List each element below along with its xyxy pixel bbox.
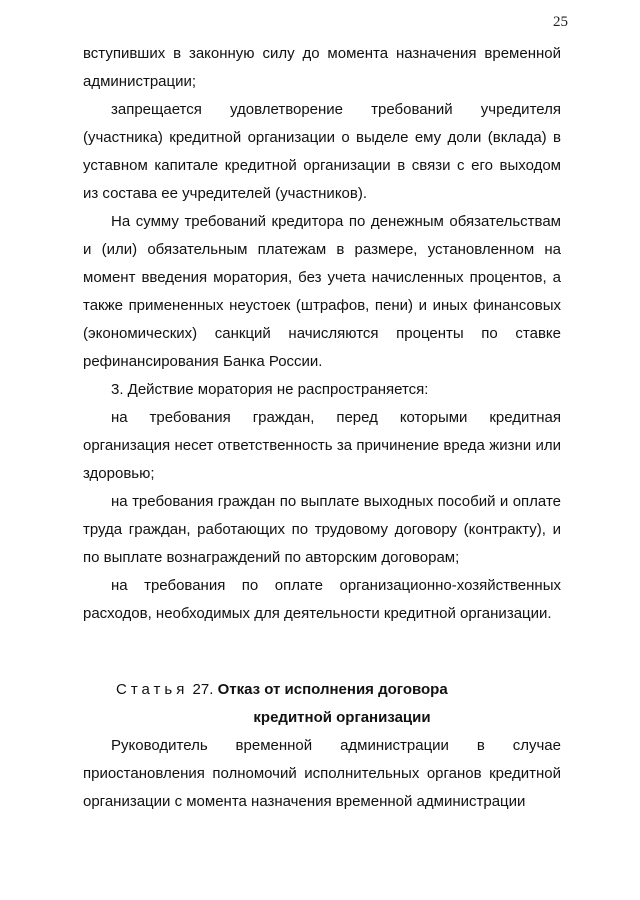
document-body xyxy=(83,40,561,816)
paragraph-7: на требования по оплате организационно-хозяйственных расходов, необходимых для деятельности кредитной организации. xyxy=(83,577,561,622)
paragraph-5: на требования граждан, перед которыми кредитная организация несет ответственность за причинение вреда жизни или здоровью; xyxy=(83,409,561,482)
paragraph-3: На сумму требований кредитора по денежным обязательствам и (или) обязательным платежам в размере, установленном на момент введения моратория, без учета начисленных процентов, а также примененных неустоек (штрафов, пени) и иных финансовых (экономических) санкций начисляются проценты по ставке рефинансирования Банка России. xyxy=(83,213,561,370)
paragraph-4: 3. Действие моратория не распространяется: xyxy=(111,381,429,398)
paragraph-1: вступивших в законную силу до момента назначения временной администрации; xyxy=(83,45,561,90)
article-title-line1: Отказ от исполнения договора xyxy=(217,681,448,698)
article-number: 27. xyxy=(192,681,214,698)
article-heading xyxy=(83,676,561,732)
paragraph-2: запрещается удовлетворение требований учредителя (участника) кредитной организации о выделе ему доли (вклада) в уставном капитале кредитной организации в связи с его выходом из состава ее учредителей (участников). xyxy=(83,101,561,202)
article-title-line2: кредитной организации xyxy=(253,709,431,726)
closing-paragraph: Руководитель временной администрации в случае приостановления полномочий исполнительных органов кредитной организации с момента назначения временной администрации xyxy=(83,737,561,810)
page-number: 25 xyxy=(553,14,568,30)
paragraph-6: на требования граждан по выплате выходных пособий и оплате труда граждан, работающих по трудовому договору (контракту), и по выплате вознаграждений по авторским договорам; xyxy=(83,493,561,566)
article-word: Статья xyxy=(116,681,189,698)
